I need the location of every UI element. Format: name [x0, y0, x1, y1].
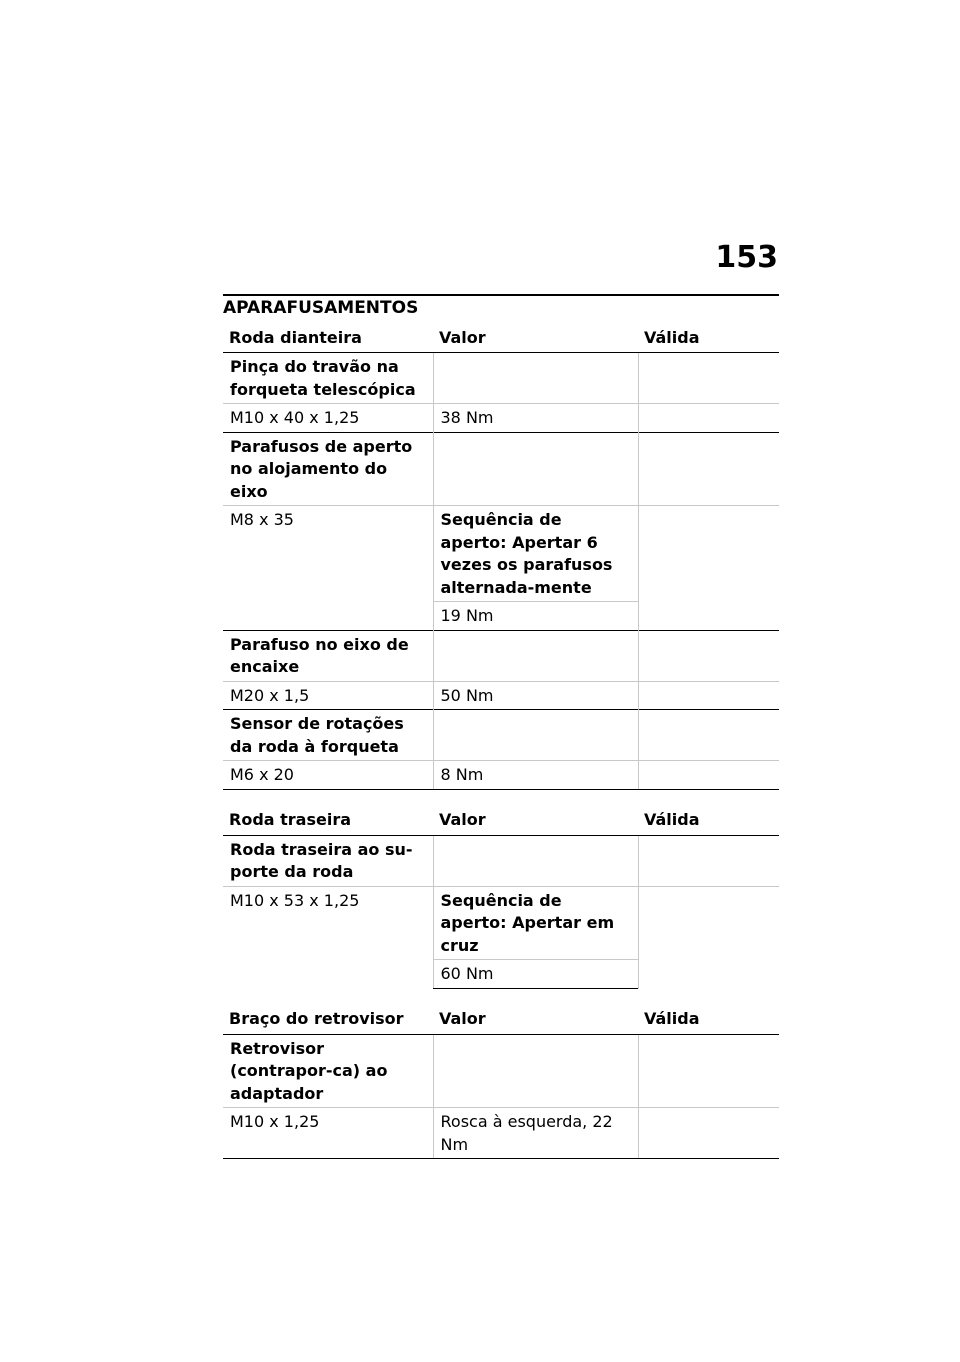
spec-cell: M6 x 20: [223, 761, 433, 790]
table-gap: [223, 790, 779, 805]
valid-cell: [638, 710, 779, 761]
value-cell: [433, 710, 638, 761]
table-row-group-title: [223, 1034, 779, 1108]
valid-cell: [638, 1034, 779, 1108]
rear-wheel-table: [223, 805, 779, 989]
valid-cell: [638, 681, 779, 710]
valid-cell: [638, 761, 779, 790]
table-row: [223, 506, 779, 602]
value-cell: Rosca à esquerda, 22 Nm: [433, 1108, 638, 1159]
spec-cell: M10 x 53 x 1,25: [223, 886, 433, 988]
table-header-row: [223, 1004, 779, 1035]
value-cell: 50 Nm: [433, 681, 638, 710]
valid-cell: [638, 835, 779, 886]
value-cell: 60 Nm: [433, 960, 638, 989]
value-cell: [433, 835, 638, 886]
value-cell-note: Sequência de aperto: Apertar em cruz: [433, 886, 638, 960]
table-row-group-title: [223, 835, 779, 886]
component-title: Sensor de rotações da roda à forqueta: [223, 710, 433, 761]
column-header-valid: Válida: [638, 322, 779, 353]
spec-cell: M10 x 1,25: [223, 1108, 433, 1159]
table-header-row: [223, 322, 779, 353]
column-header-component: Roda traseira: [223, 805, 433, 836]
column-header-valid: Válida: [638, 1004, 779, 1035]
column-header-value: Valor: [433, 805, 638, 836]
spec-cell: M10 x 40 x 1,25: [223, 404, 433, 433]
column-header-valid: Válida: [638, 805, 779, 836]
table-row: [223, 761, 779, 790]
column-header-value: Valor: [433, 1004, 638, 1035]
value-cell: [433, 353, 638, 404]
table-row-group-title: [223, 432, 779, 506]
table-row: [223, 681, 779, 710]
table-row-group-title: [223, 353, 779, 404]
value-cell: 19 Nm: [433, 602, 638, 631]
value-cell: 38 Nm: [433, 404, 638, 433]
table-row: [223, 886, 779, 960]
value-cell: [433, 630, 638, 681]
table-row-group-title: [223, 630, 779, 681]
column-header-value: Valor: [433, 322, 638, 353]
header-rule: [223, 294, 779, 296]
valid-cell: [638, 432, 779, 506]
table-header-row: [223, 805, 779, 836]
column-header-component: Roda dianteira: [223, 322, 433, 353]
valid-cell: [638, 353, 779, 404]
valid-cell: [638, 506, 779, 631]
valid-cell: [638, 404, 779, 433]
value-cell: 8 Nm: [433, 761, 638, 790]
column-header-component: Braço do retrovisor: [223, 1004, 433, 1035]
section-title: APARAFUSAMENTOS: [223, 298, 419, 318]
table-row: [223, 404, 779, 433]
valid-cell: [638, 886, 779, 988]
spec-cell: M8 x 35: [223, 506, 433, 631]
value-cell-note: Sequência de aperto: Apertar 6 vezes os parafusos alternada-mente: [433, 506, 638, 602]
front-wheel-table: [223, 322, 779, 790]
component-title: Roda traseira ao su-porte da roda: [230, 839, 413, 881]
mirror-arm-table: [223, 1004, 779, 1160]
component-title: Parafusos de aperto no alojamento do eixo: [223, 432, 433, 506]
table-row-group-title: [223, 710, 779, 761]
spec-cell: M20 x 1,5: [223, 681, 433, 710]
value-cell: [433, 1034, 638, 1108]
component-title: Pinça do travão na forqueta telescópica: [230, 357, 416, 399]
valid-cell: [638, 630, 779, 681]
valid-cell: [638, 1108, 779, 1159]
component-title: Retrovisor (contrapor-ca) ao adaptador: [230, 1038, 388, 1103]
torque-tables: [223, 322, 779, 1159]
page-number: 153: [715, 240, 778, 275]
component-title: Parafuso no eixo de encaixe: [223, 630, 433, 681]
table-row: [223, 1108, 779, 1159]
value-cell: [433, 432, 638, 506]
table-gap: [223, 989, 779, 1004]
